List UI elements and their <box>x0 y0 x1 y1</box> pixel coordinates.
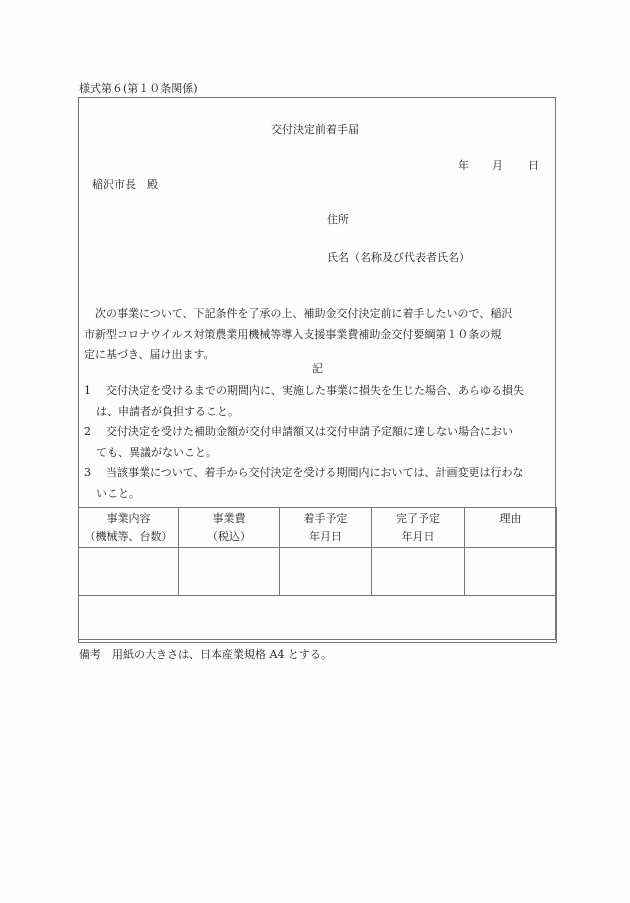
condition-text: 交付決定を受けた補助金額が交付申請額又は交付申請予定額に達しない場合におい <box>106 425 513 438</box>
body-line: 次の事業について、下記条件を了承の上、補助金交付決定前に着手したいので、稲沢 <box>84 307 513 320</box>
table-blank-row <box>79 596 557 643</box>
addressee: 稲沢市長 殿 <box>92 178 158 191</box>
remarks-note: 備考 用紙の大きさは、日本産業規格 A4 とする。 <box>79 648 332 661</box>
date-year-label: 年 <box>458 159 469 172</box>
header-end-date: 完了予定 年月日 <box>372 508 465 548</box>
body-line: 定に基づき、届け出ます。 <box>84 348 215 361</box>
header-project-cost: 事業費 （税込） <box>179 508 280 548</box>
header-project-content: 事業内容 （機械等、台数） <box>79 508 179 548</box>
cell-reason[interactable] <box>465 548 557 596</box>
cell-project-cost[interactable] <box>179 548 280 596</box>
header-start-date: 着手予定 年月日 <box>280 508 372 548</box>
condition-number: 2 <box>84 425 91 438</box>
condition-number: 3 <box>84 466 91 479</box>
body-line: 市新型コロナウイルス対策農業用機械等導入支援事業費補助金交付要綱第１０条の規 <box>84 327 502 341</box>
condition-text-cont: ても、異議がないこと。 <box>96 445 217 459</box>
name-label: 氏名（名称及び代表者氏名） <box>327 251 470 264</box>
form-number-label: 様式第６(第１０条関係) <box>79 82 198 95</box>
condition-text: 交付決定を受けるまでの期間内に、実施した事業に損失を生じた場合、あらゆる損失 <box>106 384 524 397</box>
condition-text-cont: は、申請者が負担すること。 <box>96 404 239 418</box>
date-month-label: 月 <box>492 159 503 172</box>
cell-start-date[interactable] <box>280 548 372 596</box>
body-paragraph <box>84 304 556 366</box>
ki-heading: 記 <box>312 362 323 375</box>
condition-text: 当該事業について、着手から交付決定を受ける期間内においては、計画変更は行わな <box>106 466 524 479</box>
cell-project-content[interactable] <box>79 548 179 596</box>
cell-end-date[interactable] <box>372 548 465 596</box>
table-row <box>79 548 557 596</box>
condition-text-cont: いこと。 <box>96 486 140 500</box>
address-label: 住所 <box>327 213 349 226</box>
cell-blank[interactable] <box>79 596 557 643</box>
condition-number: 1 <box>84 384 91 397</box>
date-day-label: 日 <box>528 159 539 172</box>
project-table <box>78 507 557 643</box>
header-reason: 理由 <box>465 508 557 548</box>
table-header-row <box>79 508 557 548</box>
document-title: 交付決定前着手届 <box>271 123 359 136</box>
